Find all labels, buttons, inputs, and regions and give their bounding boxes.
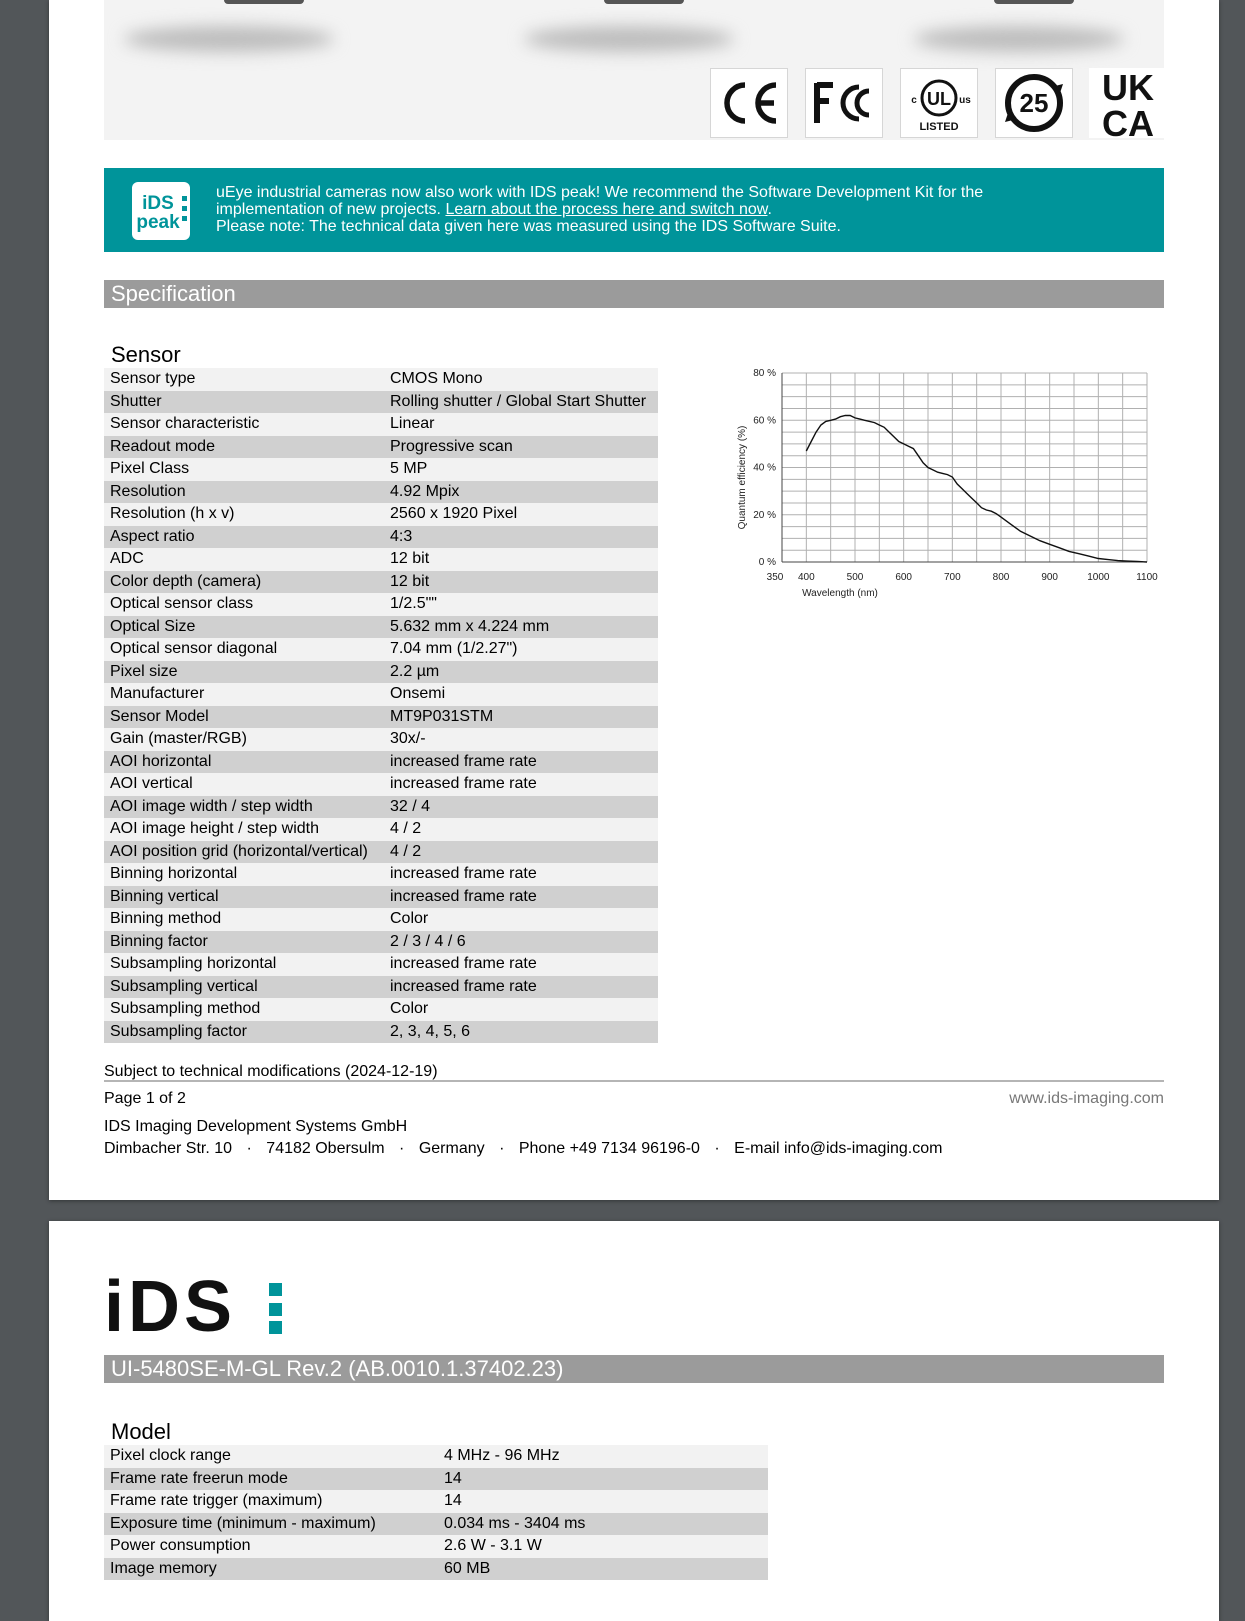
spec-label: Image memory [104, 1558, 438, 1581]
spec-value: increased frame rate [384, 773, 658, 796]
ukca-logo [1089, 68, 1167, 138]
x-tick-label: 1100 [1136, 572, 1158, 583]
table-row [104, 1445, 768, 1468]
spec-label: Binning factor [104, 931, 384, 954]
camera-shadow [124, 26, 334, 52]
spec-value: 5 MP [384, 458, 658, 481]
spec-value: 2560 x 1920 Pixel [384, 503, 658, 526]
camera-image-edge [994, 0, 1074, 4]
ul-us-text: us [959, 95, 971, 106]
banner-line-1: uEye industrial cameras now also work with IDS peak! We recommend the Software Development Kit for the [216, 184, 984, 201]
spec-value: MT9P031STM [384, 706, 658, 729]
y-tick-label: 0 % [758, 557, 776, 568]
ul-c-text: c [911, 95, 917, 106]
company-address [104, 1140, 942, 1158]
peak-logo-top: iDS [142, 193, 174, 214]
x-tick-label: 800 [992, 572, 1010, 583]
spec-value: 14 [438, 1468, 768, 1491]
address-country: Germany [418, 1140, 485, 1157]
table-row [104, 841, 658, 864]
x-tick-label: 700 [943, 572, 961, 583]
spec-label: Pixel size [104, 661, 384, 684]
table-row [104, 458, 658, 481]
ce-logo [710, 68, 788, 138]
table-row [104, 1021, 658, 1044]
table-row [104, 683, 658, 706]
table-row [104, 1535, 768, 1558]
table-row [104, 931, 658, 954]
table-row [104, 863, 658, 886]
table-row [104, 368, 658, 391]
x-tick-label: 350 [766, 572, 784, 583]
table-row [104, 616, 658, 639]
spec-label: Power consumption [104, 1535, 438, 1558]
ids-logo-text: iDS [104, 1273, 237, 1339]
table-row [104, 1513, 768, 1536]
table-row [104, 661, 658, 684]
website-url[interactable]: www.ids-imaging.com [1009, 1090, 1164, 1107]
table-row [104, 998, 658, 1021]
spec-value: 4 MHz - 96 MHz [438, 1445, 768, 1468]
spec-label: Manufacturer [104, 683, 384, 706]
page-number: Page 1 of 2 [104, 1090, 186, 1107]
x-tick-label: 1000 [1087, 572, 1110, 583]
separator: · [499, 1140, 505, 1157]
table-row [104, 503, 658, 526]
fcc-logo [805, 68, 883, 138]
spec-value: 60 MB [438, 1558, 768, 1581]
camera-image-edge [224, 0, 304, 4]
table-row [104, 571, 658, 594]
ul-mark-text: UL [927, 89, 951, 109]
table-row [104, 818, 658, 841]
x-tick-label: 400 [797, 572, 815, 583]
spec-label: AOI image width / step width [104, 796, 384, 819]
ul-listed-logo [900, 68, 978, 138]
banner-line-3: Please note: The technical data given here was measured using the IDS Software Suite. [216, 218, 841, 235]
y-axis-label: Quantum efficiency (%) [737, 425, 748, 530]
spec-value: Rolling shutter / Global Start Shutter [384, 391, 658, 414]
spec-label: Sensor Model [104, 706, 384, 729]
spec-label: Binning method [104, 908, 384, 931]
separator: · [714, 1140, 720, 1157]
spec-label: AOI horizontal [104, 751, 384, 774]
x-tick-label: 600 [895, 572, 913, 583]
table-row [104, 593, 658, 616]
spec-value: 12 bit [384, 571, 658, 594]
table-row [104, 391, 658, 414]
spec-label: AOI image height / step width [104, 818, 384, 841]
spec-value: 4:3 [384, 526, 658, 549]
specification-heading: Specification [104, 280, 1164, 308]
x-tick-label: 900 [1041, 572, 1059, 583]
spec-value: increased frame rate [384, 953, 658, 976]
spec-value: 30x/- [384, 728, 658, 751]
spec-label: Resolution [104, 481, 384, 504]
banner-line-2 [216, 201, 983, 218]
banner-message [216, 184, 983, 235]
email-address[interactable]: E-mail info@ids-imaging.com [734, 1140, 943, 1157]
camera-image-edge [604, 0, 684, 4]
spec-label: Frame rate trigger (maximum) [104, 1490, 438, 1513]
footer-divider [104, 1080, 1164, 1082]
table-row [104, 886, 658, 909]
spec-label: Frame rate freerun mode [104, 1468, 438, 1491]
camera-shadow [914, 26, 1124, 52]
spec-value: increased frame rate [384, 976, 658, 999]
spec-label: Sensor type [104, 368, 384, 391]
spec-value: increased frame rate [384, 886, 658, 909]
spec-value: 5.632 mm x 4.224 mm [384, 616, 658, 639]
pdf-page-2 [49, 1221, 1219, 1621]
address-city: 74182 Obersulm [266, 1140, 385, 1157]
spec-value: 7.04 mm (1/2.27") [384, 638, 658, 661]
spec-value: 2, 3, 4, 5, 6 [384, 1021, 658, 1044]
table-row [104, 773, 658, 796]
spec-value: Color [384, 998, 658, 1021]
table-row [104, 751, 658, 774]
table-row [104, 413, 658, 436]
ul-listed-text: LISTED [919, 121, 959, 133]
spec-label: Subsampling factor [104, 1021, 384, 1044]
table-row [104, 728, 658, 751]
banner-line-2-prefix: implementation of new projects. [216, 201, 446, 218]
spec-label: Shutter [104, 391, 384, 414]
spec-value: Progressive scan [384, 436, 658, 459]
company-name: IDS Imaging Development Systems GmbH [104, 1118, 408, 1135]
spec-label: Pixel Class [104, 458, 384, 481]
camera-shadow [524, 26, 734, 52]
spec-label: Resolution (h x v) [104, 503, 384, 526]
phone-number: Phone +49 7134 96196-0 [518, 1140, 700, 1157]
spec-value: 4.92 Mpix [384, 481, 658, 504]
banner-line-2-suffix: . [767, 201, 772, 218]
spec-label: Aspect ratio [104, 526, 384, 549]
spec-value: increased frame rate [384, 863, 658, 886]
spec-value: 32 / 4 [384, 796, 658, 819]
table-row [104, 1558, 768, 1581]
spec-label: Exposure time (minimum - maximum) [104, 1513, 438, 1536]
spec-label: ADC [104, 548, 384, 571]
spec-label: Readout mode [104, 436, 384, 459]
peak-logo-bottom: peak [136, 212, 180, 233]
table-row [104, 796, 658, 819]
ids-peak-logo [132, 182, 190, 240]
spec-value: 14 [438, 1490, 768, 1513]
ukca-top-text: UK [1102, 68, 1154, 108]
spec-value: Linear [384, 413, 658, 436]
table-row [104, 1490, 768, 1513]
y-tick-label: 40 % [753, 462, 776, 474]
spec-value: 12 bit [384, 548, 658, 571]
table-row [104, 953, 658, 976]
separator: · [246, 1140, 252, 1157]
spec-value: Onsemi [384, 683, 658, 706]
model-group-title: Model [111, 1419, 171, 1444]
spec-value: 2.6 W - 3.1 W [438, 1535, 768, 1558]
sensor-spec-table [104, 368, 658, 1043]
y-tick-label: 60 % [753, 415, 776, 427]
quantum-efficiency-chart [687, 356, 1167, 606]
spec-value: 2 / 3 / 4 / 6 [384, 931, 658, 954]
spec-label: Gain (master/RGB) [104, 728, 384, 751]
table-row [104, 976, 658, 999]
spec-value: 2.2 µm [384, 661, 658, 684]
spec-value: 4 / 2 [384, 818, 658, 841]
spec-label: Subsampling vertical [104, 976, 384, 999]
address-street: Dimbacher Str. 10 [104, 1140, 233, 1157]
x-tick-label: 500 [846, 572, 864, 583]
spec-label: Pixel clock range [104, 1445, 438, 1468]
pdf-page-1 [49, 0, 1219, 1200]
spec-value: CMOS Mono [384, 368, 658, 391]
table-row [104, 436, 658, 459]
spec-label: Optical Size [104, 616, 384, 639]
spec-label: Optical sensor class [104, 593, 384, 616]
table-row [104, 706, 658, 729]
spec-value: 4 / 2 [384, 841, 658, 864]
spec-label: Subsampling method [104, 998, 384, 1021]
table-row [104, 481, 658, 504]
ids-logo [104, 1273, 294, 1339]
ids-peak-banner [104, 168, 1164, 252]
spec-label: AOI vertical [104, 773, 384, 796]
technical-modifications-note: Subject to technical modifications (2024-12-19) [104, 1063, 438, 1080]
spec-label: Color depth (camera) [104, 571, 384, 594]
spec-value: Color [384, 908, 658, 931]
spec-label: Binning horizontal [104, 863, 384, 886]
product-title-bar: UI-5480SE-M-GL Rev.2 (AB.0010.1.37402.23) [104, 1355, 1164, 1383]
separator: · [399, 1140, 405, 1157]
spec-label: Optical sensor diagonal [104, 638, 384, 661]
china-rohs-25-logo [995, 68, 1073, 138]
sensor-group-title: Sensor [111, 342, 181, 367]
y-tick-label: 80 % [753, 368, 776, 379]
table-row [104, 548, 658, 571]
table-row [104, 526, 658, 549]
model-spec-table [104, 1445, 768, 1580]
spec-value: increased frame rate [384, 751, 658, 774]
spec-label: Subsampling horizontal [104, 953, 384, 976]
table-row [104, 1468, 768, 1491]
spec-label: AOI position grid (horizontal/vertical) [104, 841, 384, 864]
rohs-years-text: 25 [1019, 88, 1049, 118]
table-row [104, 908, 658, 931]
x-axis-label: Wavelength (nm) [802, 588, 878, 599]
ukca-bottom-text: CA [1102, 103, 1154, 138]
y-tick-label: 20 % [753, 509, 776, 521]
spec-value: 1/2.5"" [384, 593, 658, 616]
learn-more-link[interactable]: Learn about the process here and switch now [445, 201, 768, 218]
spec-label: Sensor characteristic [104, 413, 384, 436]
spec-value: 0.034 ms - 3404 ms [438, 1513, 768, 1536]
table-row [104, 638, 658, 661]
spec-label: Binning vertical [104, 886, 384, 909]
